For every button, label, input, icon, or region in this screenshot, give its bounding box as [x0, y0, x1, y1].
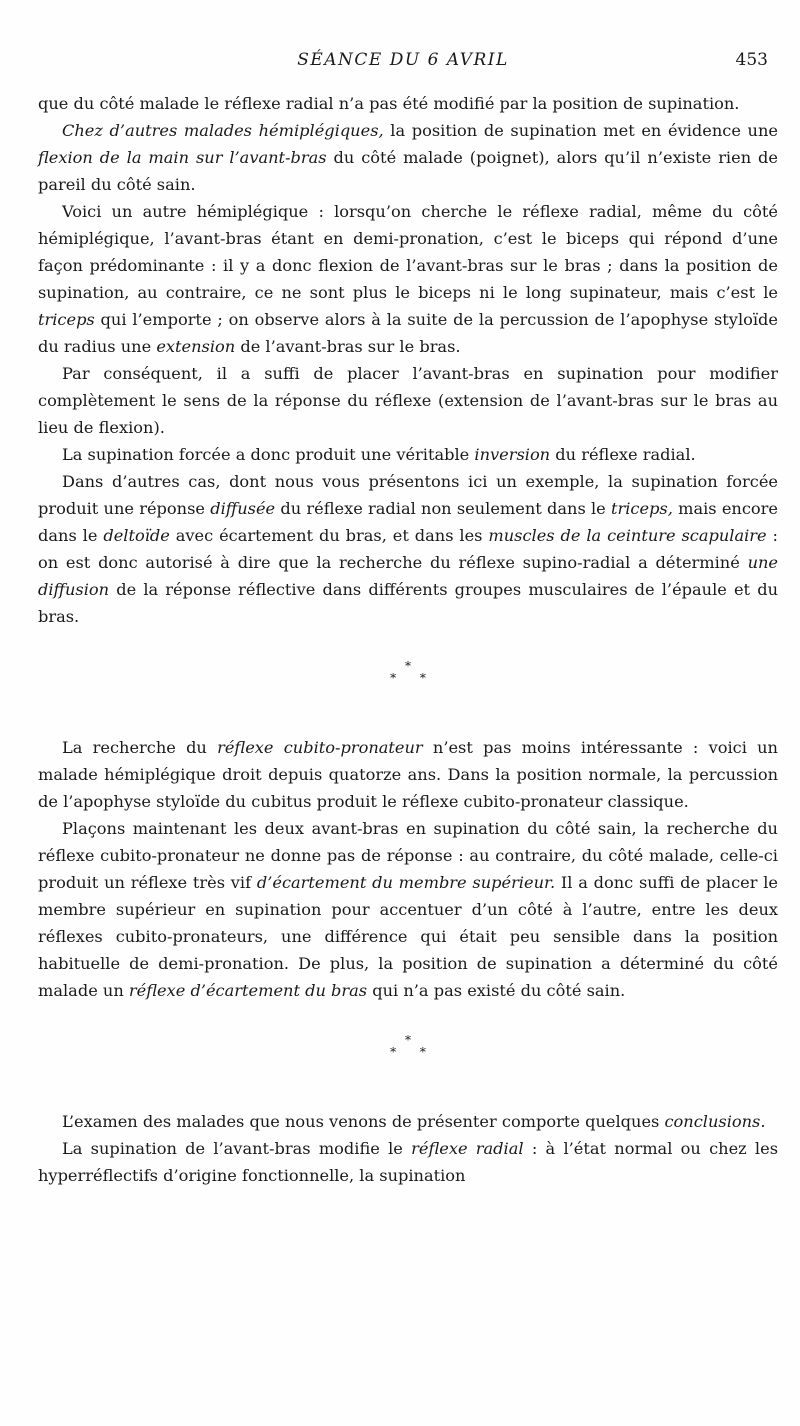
text-run: La supination forcée a donc produit une véritable	[62, 445, 475, 464]
text-run: que du côté malade le réflexe radial n’a pas été modifié par la position de supination.	[38, 94, 740, 113]
text-run: La supination de l’avant-bras modifie le	[62, 1139, 412, 1158]
page-number: 453	[735, 50, 768, 70]
text-run: du réflexe radial.	[550, 445, 696, 464]
asterism-bottom: * *	[390, 671, 436, 685]
text-run: L’examen des malades que nous venons de présenter comporte quelques	[62, 1112, 665, 1131]
paragraph-2	[38, 117, 778, 198]
text-run: du côté malade (poignet), alors qu’il n’existe rien de pareil du côté sain.	[38, 148, 778, 194]
italic-run: réflexe cubito-pronateur	[217, 738, 423, 757]
text-run: qui l’emporte ; on observe alors à la suite de la percussion de l’apophyse styloïde du radius une	[38, 310, 778, 356]
italic-run: flexion de la main sur l’avant-bras	[38, 148, 327, 167]
section-separator-asterism	[38, 1034, 778, 1076]
text-run: avec écartement du bras, et dans les	[169, 526, 489, 545]
body-text	[38, 90, 778, 1189]
italic-run: triceps	[38, 310, 95, 329]
text-run: la position de supination met en évidence une	[383, 121, 778, 140]
paragraph-3	[38, 198, 778, 360]
text-run: de la réponse réflective dans différents groupes musculaires de l’épaule et du bras.	[38, 580, 778, 626]
page-header	[38, 50, 768, 74]
italic-run: inversion	[474, 445, 551, 464]
italic-run: muscles de la ceinture scapulaire	[488, 526, 767, 545]
italic-run: extension	[156, 337, 236, 356]
text-run: Dans d’autres cas, dont nous vous présentons ici un exemple, la supination forcée produit une réponse	[38, 472, 778, 518]
asterism-top: *	[405, 659, 411, 673]
text-run: Plaçons maintenant les deux avant-bras en supination du côté sain, la recherche du réflexe cubito-pronateur ne donne pas de réponse : au contraire, du côté malade, celle-ci produit un réflexe très vif	[38, 819, 778, 892]
text-run: Voici un autre hémiplégique : lorsqu’on cherche le réflexe radial, même du côté hémiplégique, l’avant-bras étant en demi-pronation, c’est le biceps qui répond d’une façon prédominante : il y a donc flexion de l’avant-bras sur le bras ; dans la position de supination, au contraire, ce ne sont plus le biceps ni le long supinateur, mais c’est le	[38, 202, 778, 302]
italic-run: triceps,	[611, 499, 673, 518]
italic-run: conclusions.	[664, 1112, 766, 1131]
running-title: SÉANCE DU 6 AVRIL	[297, 50, 509, 70]
paragraph-6	[38, 468, 778, 630]
italic-run: deltoïde	[103, 526, 170, 545]
text-run: Par conséquent, il a suffi de placer l’avant-bras en supination pour modifier complètement le sens de la réponse du réflexe (extension de l’avant-bras sur le bras au lieu de flexion).	[38, 364, 778, 437]
paragraph-9	[38, 1108, 778, 1135]
section-separator-asterism	[38, 660, 778, 702]
italic-run: réflexe d’écartement du bras	[128, 981, 368, 1000]
paragraph-8	[38, 815, 778, 1004]
paragraph-5	[38, 441, 778, 468]
text-run: du réflexe radial non seulement dans le	[275, 499, 611, 518]
paragraph-7	[38, 734, 778, 815]
text-run: mais encore dans le	[38, 499, 778, 545]
asterism-top: *	[405, 1033, 411, 1047]
text-run: : à l’état normal ou chez les hyperréflectifs d’origine fonctionnelle, la supination	[38, 1139, 778, 1185]
italic-run: une diffusion	[38, 553, 778, 599]
text-run: qui n’a pas existé du côté sain.	[367, 981, 626, 1000]
italic-run: Chez d’autres malades hémiplégiques,	[62, 121, 384, 140]
italic-run: réflexe radial	[411, 1139, 524, 1158]
paragraph-1	[38, 90, 778, 117]
text-run: de l’avant-bras sur le bras.	[235, 337, 461, 356]
italic-run: d’écartement du membre supérieur.	[256, 873, 556, 892]
asterism-bottom: * *	[390, 1045, 436, 1059]
text-run: La recherche du	[62, 738, 218, 757]
italic-run: diffusée	[210, 499, 276, 518]
paragraph-4	[38, 360, 778, 441]
text-run: : on est donc autorisé à dire que la recherche du réflexe supino-radial a déterminé	[38, 526, 779, 572]
text-run: n’est pas moins intéressante : voici un malade hémiplégique droit depuis quatorze ans. Dans la position normale, la percussion de l’apophyse styloïde du cubitus produit le réflexe cubito-pronateur classique.	[38, 738, 778, 811]
paragraph-10	[38, 1135, 778, 1189]
text-run: Il a donc suffi de placer le membre supérieur en supination pour accentuer d’un côté à l’autre, entre les deux réflexes cubito-pronateurs, une différence qui était peu sensible dans la position habituelle de demi-pronation. De plus, la position de supination a déterminé du côté malade un	[38, 873, 778, 1000]
